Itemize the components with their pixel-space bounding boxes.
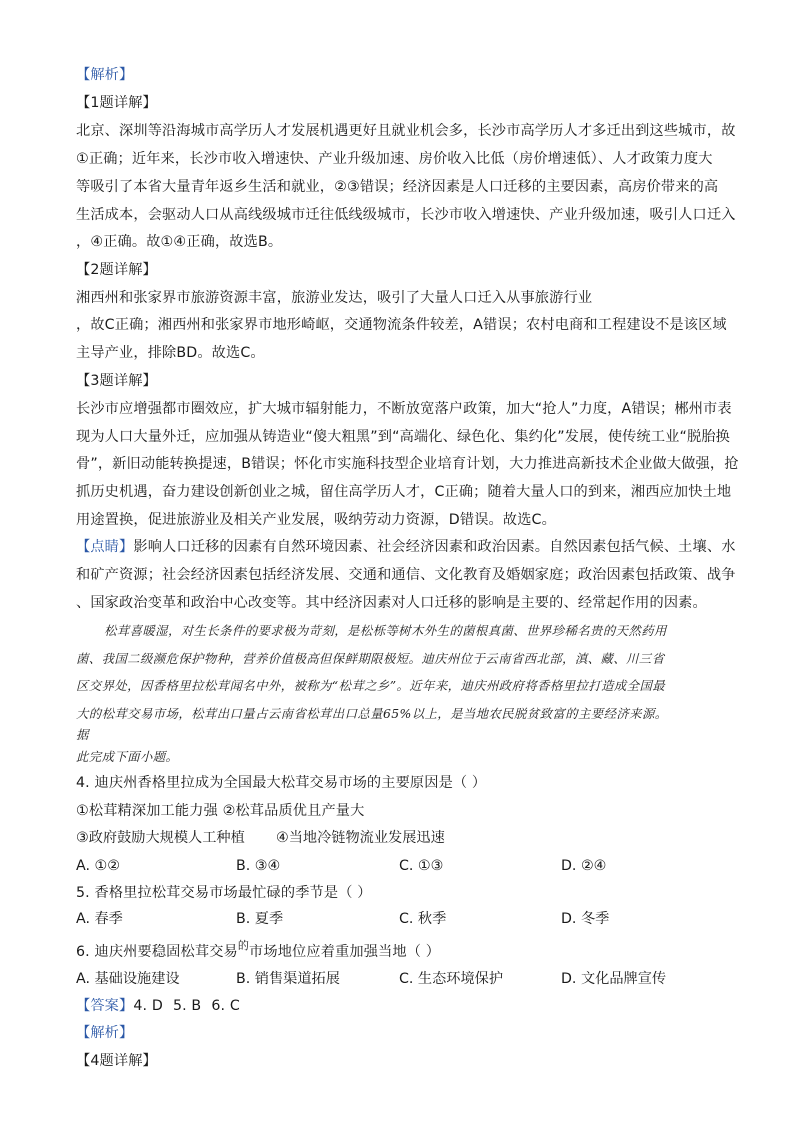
- answer-line: [76, 995, 722, 1017]
- q4-stem: 4. 迪庆州香格里拉成为全国最大松茸交易市场的主要原因是（ ）: [76, 775, 487, 791]
- answer-value: 4. D: [133, 998, 163, 1014]
- q4-option-b: B. ③④: [236, 858, 281, 874]
- q4-option-c: C. ①③: [399, 858, 444, 874]
- q4-items: ①松茸精深加工能力强 ②松茸品质优且产量大: [76, 803, 365, 819]
- q5-option-d: D. 冬季: [561, 911, 610, 927]
- analysis-label-2: 【解析】: [76, 1025, 134, 1041]
- passage-line: 此完成下面小题。: [76, 749, 179, 764]
- point-line: 和矿产资源；社会经济因素包括经济发展、交通和通信、文化教育及婚姻家庭；政治因素包括政策、战争: [76, 567, 736, 583]
- q6-stem: [76, 941, 722, 964]
- q5-option-a: A. 春季: [76, 911, 123, 927]
- q5-option-b: B. 夏季: [236, 911, 284, 927]
- q4-item: ④当地冷链物流业发展迅速: [276, 830, 445, 846]
- q6-option-d: D. 文化品牌宣传: [561, 971, 667, 987]
- passage-line: 菌、我国二级濒危保护物种，营养价值极高但保鲜期限极短。迪庆州位于云南省西北部，滇、藏、川三省: [76, 651, 665, 666]
- q6-stem-part: 6. 迪庆州要稳固松茸交易: [76, 944, 238, 960]
- q6-option-a: A. 基础设施建设: [76, 971, 180, 987]
- q5-stem: 5. 香格里拉松茸交易市场最忙碌的季节是（ ）: [76, 885, 372, 901]
- q5-option-c: C. 秋季: [399, 911, 447, 927]
- q1-line: 等吸引了本省大量青年返乡生活和就业，②③错误；经济因素是人口迁移的主要因素，高房价带来的高: [76, 179, 719, 195]
- q6-stem-sup: 的: [237, 939, 250, 952]
- q2-line: 湘西州和张家界市旅游资源丰富，旅游业发达，吸引了大量人口迁入从事旅游行业: [76, 290, 593, 306]
- q1-line: ，④正确。故①④正确，故选B。: [76, 234, 283, 250]
- q3-line: 抓历史机遇，奋力建设创新创业之城，留住高学历人才，C正确；随着大量人口的到来，湘西应加快土地: [76, 484, 732, 500]
- point-text: 影响人口迁移的因素有自然环境因素、社会经济因素和政治因素。自然因素包括气候、土壤、水: [133, 539, 736, 555]
- q4-option-a: A. ①②: [76, 858, 120, 874]
- passage-line: 区交界处，因香格里拉松茸闻名中外，被称为“松茸之乡”。近年来，迪庆州政府将香格里拉打造成全国最: [76, 678, 666, 693]
- point-label: 【点睛】: [76, 539, 134, 555]
- answer-value: 6. C: [211, 998, 240, 1014]
- passage-line: 据: [76, 727, 89, 742]
- q2-line: ，故C正确；湘西州和张家界市地形崎岖，交通物流条件较差，A错误；农村电商和工程建设不是该区域: [76, 317, 727, 333]
- passage-line: 大的松茸交易市场，松茸出口量占云南省松茸出口总量65%以上，是当地农民脱贫致富的主要经济来源。: [76, 706, 668, 721]
- q3-line: 骨”，新旧动能转换提速，B错误；怀化市实施科技型企业培育计划，大力推进高新技术企业做大做强，抢: [76, 456, 739, 472]
- q4-option-d: D. ②④: [561, 858, 607, 874]
- point-line: 、国家政治变革和政治中心改变等。其中经济因素对人口迁移的影响是主要的、经常起作用的因素。: [76, 595, 707, 611]
- passage-line: 松茸喜暖湿，对生长条件的要求极为苛刻，是松栎等树木外生的菌根真菌、世界珍稀名贵的天然药用: [104, 623, 667, 638]
- q1-line: ①正确；近年来，长沙市收入增速快、产业升级加速、房价收入比低（房价增速低）、人才政策力度大: [76, 151, 713, 167]
- point-line: [76, 536, 736, 558]
- q1-label: 【1题详解】: [76, 95, 157, 111]
- q3-label: 【3题详解】: [76, 373, 157, 389]
- q6-option-c: C. 生态环境保护: [399, 971, 504, 987]
- q2-line: 主导产业，排除BD。故选C。: [76, 345, 265, 361]
- q3-line: 现为人口大量外迁，应加强从铸造业“傻大粗黑”到“高端化、绿色化、集约化”发展，使传统工业“脱胎换: [76, 429, 731, 445]
- analysis-label: 【解析】: [76, 67, 134, 83]
- q3-line: 用途置换，促进旅游业及相关产业发展，吸纳劳动力资源，D错误。故选C。: [76, 512, 556, 528]
- q6-option-b: B. 销售渠道拓展: [236, 971, 340, 987]
- q4-detail-label: 【4题详解】: [76, 1053, 157, 1069]
- q1-line: 北京、深圳等沿海城市高学历人才发展机遇更好且就业机会多，长沙市高学历人才多迁出到这些城市，故: [76, 123, 736, 139]
- q2-label: 【2题详解】: [76, 262, 157, 278]
- q6-stem-part: 市场地位应着重加强当地（ ）: [249, 944, 441, 960]
- q4-item: ③政府鼓励大规模人工种植: [76, 830, 245, 846]
- q1-line: 生活成本，会驱动人口从高线级城市迁往低线级城市，长沙市收入增速快、产业升级加速，吸引人口迁入: [76, 207, 736, 223]
- answer-value: 5. B: [172, 998, 202, 1014]
- answer-label: 【答案】: [76, 998, 134, 1014]
- q3-line: 长沙市应增强都市圈效应，扩大城市辐射能力，不断放宽落户政策，加大“抢人”力度，A错误；郴州市表: [76, 401, 732, 417]
